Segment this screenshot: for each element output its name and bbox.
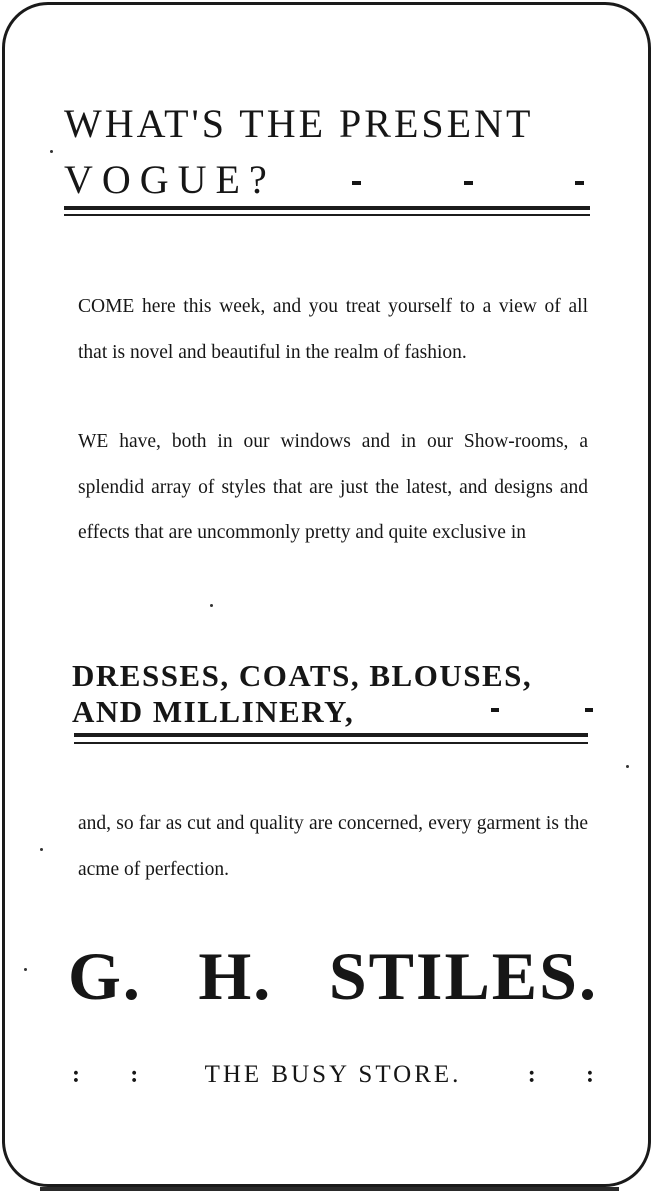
store-surname: STILES. <box>328 938 598 1014</box>
leader-dash <box>585 708 593 712</box>
tagline-colon: : <box>585 1061 594 1088</box>
tagline-colon: : <box>72 1061 80 1088</box>
closing-paragraph: and, so far as cut and quality are concerned, every garment is the acme of perfection. <box>78 813 588 880</box>
print-speck <box>50 150 53 153</box>
intro-paragraph: COME here this week, and you treat yourself to a view of all that is novel and beautiful in the realm of fashion. <box>78 296 588 363</box>
store-initial-1: G. <box>68 938 142 1014</box>
print-speck <box>40 848 43 851</box>
leader-dash <box>491 708 499 712</box>
store-initial-2: H. <box>198 938 273 1014</box>
subheading-rule-thin <box>74 742 588 744</box>
print-speck <box>24 968 27 971</box>
merchandise-heading-line-2: AND MILLINERY, <box>72 694 355 729</box>
merchandise-heading-line-1: DRESSES, COATS, BLOUSES, <box>72 658 533 693</box>
tagline-colon: : <box>527 1061 536 1088</box>
headline-rule-thick <box>64 206 590 210</box>
second-paragraph: WE have, both in our windows and in our Show-rooms, a splendid array of styles that are just the latest, and designs and effects that are uncommonly pretty and quite exclusive in <box>78 431 588 543</box>
leader-dash <box>575 181 584 185</box>
tagline: THE BUSY STORE. <box>204 1061 462 1088</box>
tagline-colon: : <box>130 1061 139 1088</box>
headline-line-1: WHAT'S THE PRESENT <box>64 101 534 146</box>
tagline-row <box>72 1058 594 1092</box>
merchandise-heading <box>72 658 602 730</box>
print-speck <box>626 765 629 768</box>
leader-dash <box>464 181 473 185</box>
border-bottom-edge <box>40 1187 619 1191</box>
headline <box>64 101 604 202</box>
print-speck <box>210 604 213 607</box>
headline-rule-thin <box>64 214 590 216</box>
headline-line-2: VOGUE? <box>64 157 276 202</box>
leader-dash <box>352 181 361 185</box>
store-name <box>68 938 598 1014</box>
subheading-rule-thick <box>74 733 588 737</box>
